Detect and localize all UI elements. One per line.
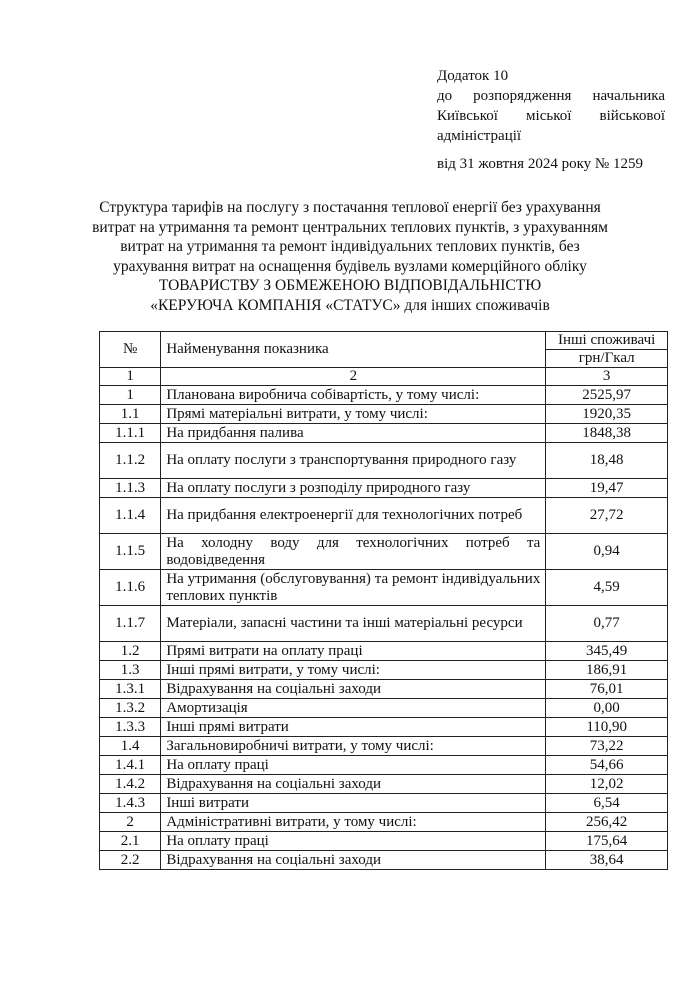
row-value: 54,66 [546, 756, 668, 775]
table-row [100, 498, 668, 534]
row-number: 1.4.3 [100, 794, 161, 813]
table-row [100, 424, 668, 443]
row-value: 19,47 [546, 479, 668, 498]
row-value: 38,64 [546, 851, 668, 870]
row-value: 76,01 [546, 680, 668, 699]
row-number: 1.3.3 [100, 718, 161, 737]
table-row [100, 479, 668, 498]
row-name: Амортизація [161, 699, 546, 718]
annex-line: Київської міської військової [437, 108, 665, 124]
row-value: 345,49 [546, 642, 668, 661]
annex-line: до розпорядження начальника [437, 88, 665, 104]
table-row [100, 642, 668, 661]
row-number: 1.1.2 [100, 443, 161, 479]
row-value: 186,91 [546, 661, 668, 680]
row-name: Загальновиробничі витрати, у тому числі: [161, 737, 546, 756]
row-name: Планована виробнича собівартість, у тому числі: [161, 386, 546, 405]
row-number: 1 [100, 386, 161, 405]
row-number: 2.1 [100, 832, 161, 851]
row-name: Інші прямі витрати, у тому числі: [161, 661, 546, 680]
row-number: 2.2 [100, 851, 161, 870]
index-row [100, 368, 668, 386]
table-row [100, 661, 668, 680]
table-row [100, 832, 668, 851]
table-row [100, 534, 668, 570]
table-row [100, 606, 668, 642]
table-row [100, 443, 668, 479]
row-value: 256,42 [546, 813, 668, 832]
row-value: 0,77 [546, 606, 668, 642]
table-row [100, 756, 668, 775]
table-row [100, 386, 668, 405]
row-name: На придбання палива [161, 424, 546, 443]
row-number: 1.4 [100, 737, 161, 756]
annex-line: адміністрації [437, 128, 522, 144]
title-line: ТОВАРИСТВУ З ОБМЕЖЕНОЮ ВІДПОВІДАЛЬНІСТЮ [158, 277, 542, 294]
table-row [100, 813, 668, 832]
row-number: 1.1.3 [100, 479, 161, 498]
table-row [100, 851, 668, 870]
row-number: 1.3.1 [100, 680, 161, 699]
row-name: Інші витрати [161, 794, 546, 813]
row-value: 4,59 [546, 570, 668, 606]
row-value: 1848,38 [546, 424, 668, 443]
row-value: 2525,97 [546, 386, 668, 405]
row-name: На оплату послуги з транспортування природного газу [161, 443, 546, 479]
row-number: 1.2 [100, 642, 161, 661]
row-value: 0,94 [546, 534, 668, 570]
title-line: Структура тарифів на послугу з постачання теплової енергії без урахування [99, 199, 601, 216]
row-value: 27,72 [546, 498, 668, 534]
row-value: 110,90 [546, 718, 668, 737]
index-cell: 1 [100, 368, 161, 386]
table-row [100, 737, 668, 756]
header-num: № [100, 332, 161, 368]
row-name: На оплату праці [161, 756, 546, 775]
header-name: Найменування показника [161, 332, 546, 368]
row-value: 73,22 [546, 737, 668, 756]
row-name: На оплату праці [161, 832, 546, 851]
row-value: 12,02 [546, 775, 668, 794]
table-row [100, 570, 668, 606]
row-number: 1.3.2 [100, 699, 161, 718]
row-name: Відрахування на соціальні заходи [161, 851, 546, 870]
title-line: витрат на утримання та ремонт центральних теплових пунктів, з урахуванням [92, 218, 608, 236]
row-name: На холодну воду для технологічних потреб та водовідведення [161, 534, 546, 570]
table-row [100, 405, 668, 424]
table-row [100, 794, 668, 813]
header-unit: грн/Гкал [546, 350, 668, 368]
row-number: 1.1.7 [100, 606, 161, 642]
row-name: На оплату послуги з розподілу природного газу [161, 479, 546, 498]
title-line: урахування витрат на оснащення будівель вузлами комерційного обліку [113, 257, 587, 275]
row-number: 1.1.6 [100, 570, 161, 606]
row-value: 1920,35 [546, 405, 668, 424]
row-number: 1.1 [100, 405, 161, 424]
row-number: 1.1.5 [100, 534, 161, 570]
row-number: 1.3 [100, 661, 161, 680]
row-number: 2 [100, 813, 161, 832]
header-consumers: Інші споживачі [546, 332, 668, 350]
annex-line: Додаток 10 [437, 68, 509, 84]
tariff-table [99, 331, 668, 870]
title-line: «КЕРУЮЧА КОМПАНІЯ «СТАТУС» для інших споживачів [150, 296, 550, 314]
row-number: 1.1.1 [100, 424, 161, 443]
row-name: Відрахування на соціальні заходи [161, 680, 546, 699]
row-name: На утримання (обслуговування) та ремонт індивідуальних теплових пунктів [161, 570, 546, 606]
document-title [90, 198, 610, 315]
index-cell: 2 [161, 368, 546, 386]
row-name: Інші прямі витрати [161, 718, 546, 737]
row-number: 1.4.1 [100, 756, 161, 775]
table-row [100, 699, 668, 718]
title-line: витрат на утримання та ремонт індивідуальних теплових пунктів, без [120, 238, 580, 255]
annex-date: від 31 жовтня 2024 року № 1259 [437, 156, 643, 172]
row-name: Прямі витрати на оплату праці [161, 642, 546, 661]
index-cell: 3 [546, 368, 668, 386]
row-number: 1.1.4 [100, 498, 161, 534]
table-row [100, 718, 668, 737]
table-row [100, 775, 668, 794]
row-name: На придбання електроенергії для технологічних потреб [161, 498, 546, 534]
row-name: Відрахування на соціальні заходи [161, 775, 546, 794]
row-value: 18,48 [546, 443, 668, 479]
row-value: 0,00 [546, 699, 668, 718]
row-value: 6,54 [546, 794, 668, 813]
row-name: Прямі матеріальні витрати, у тому числі: [161, 405, 546, 424]
row-value: 175,64 [546, 832, 668, 851]
table-row [100, 680, 668, 699]
row-number: 1.4.2 [100, 775, 161, 794]
row-name: Матеріали, запасні частини та інші матеріальні ресурси [161, 606, 546, 642]
row-name: Адміністративні витрати, у тому числі: [161, 813, 546, 832]
annex-block [437, 66, 665, 174]
